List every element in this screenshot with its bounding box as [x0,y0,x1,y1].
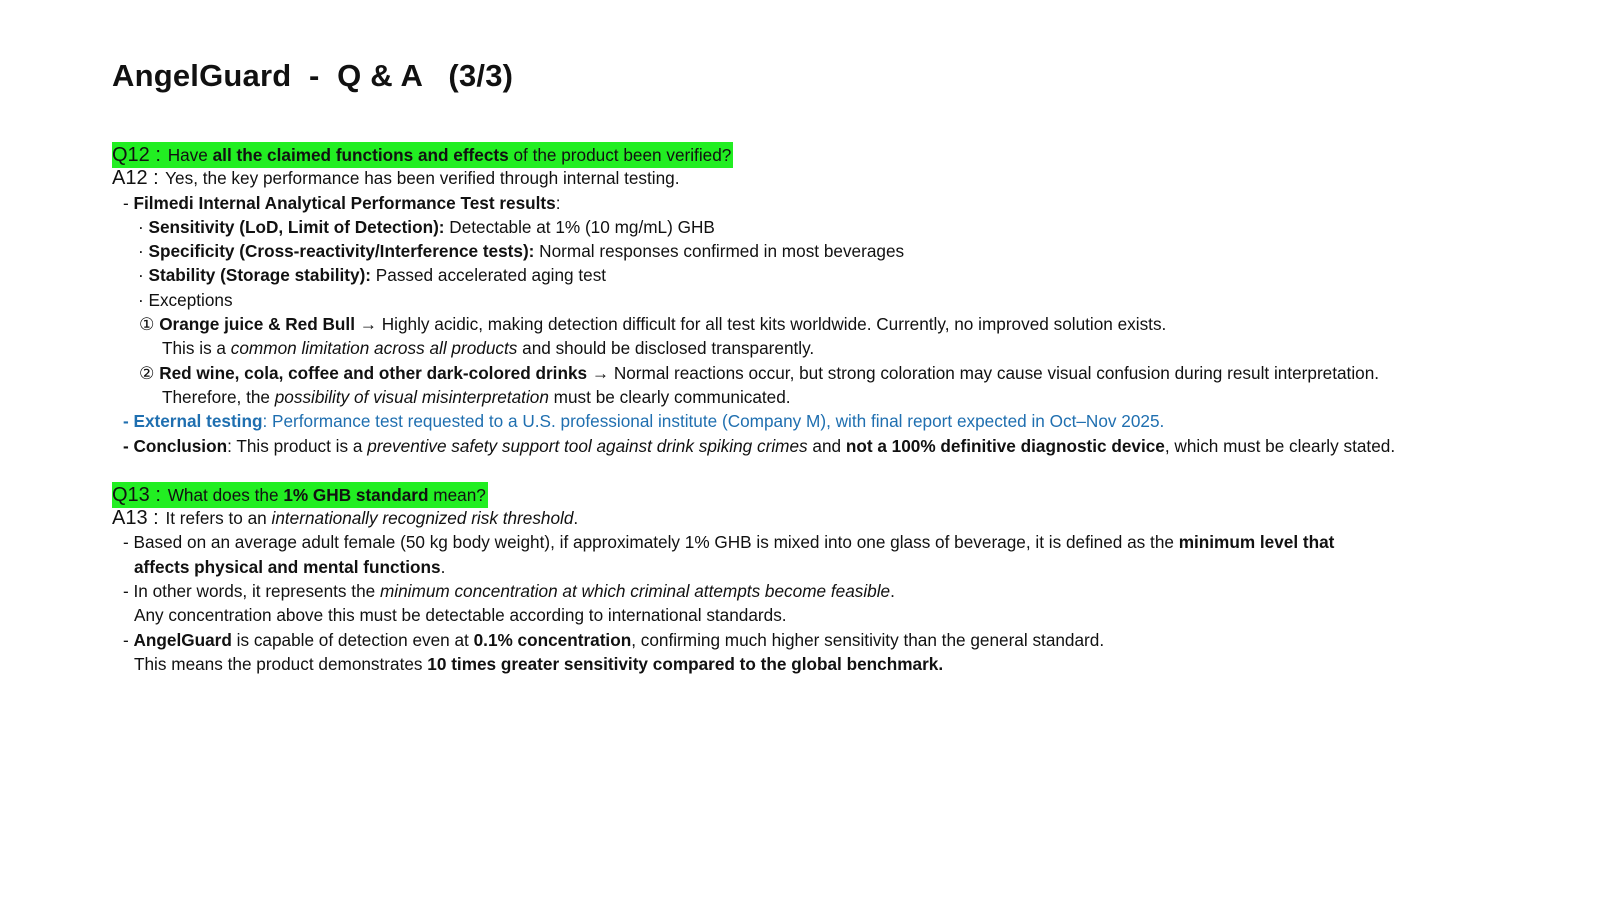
heading-bold: Filmedi Internal Analytical Performance Test results [133,192,556,213]
text: is capable of detection even at [231,629,474,650]
bullet-text: Exceptions [148,289,233,310]
text: This means the product demonstrates [134,653,428,674]
question-label: Q13 : [112,483,161,506]
dash: - [123,532,134,553]
external-testing [112,409,1592,433]
question-text: What does the [162,484,284,505]
text: . [573,508,579,529]
text: , confirming much higher sensitivity than the general standard. [631,629,1105,650]
answer-text: Yes, the key performance has been verified through internal testing. [160,168,680,189]
arrow-right-icon: → [354,314,382,335]
exception-continuation [112,336,1592,360]
bold-text: AngelGuard [133,629,232,650]
bold-text: 0.1% concentration [473,629,632,650]
exception-item [112,312,1592,336]
question-q12 [112,142,1592,166]
dash: - [123,435,134,456]
text: Based on an average adult female (50 kg body weight), if approximately 1% GHB is mixed into one glass of beverage, it is defined as the [133,532,1179,553]
page-title: AngelGuard - Q & A (3/3) [112,58,514,93]
answer-point-continuation [112,652,1592,676]
italic-text: possibility of visual misinterpretation [274,386,549,407]
question-highlight [112,482,488,508]
italic-text: common limitation across all products [230,338,518,359]
answer-a12 [112,166,1592,190]
question-label: Q12 : [112,144,161,166]
internal-test-heading [112,191,1592,215]
exception-continuation [112,385,1592,409]
question-text: mean? [428,484,486,505]
bullet-item [112,239,1592,263]
exception-item [112,361,1592,385]
text: This is a [162,338,231,359]
question-q13 [112,482,1592,506]
bullet-label: Specificity (Cross-reactivity/Interference tests): [148,241,535,262]
bullet-dot: · [138,216,149,237]
qa-content [112,142,1592,676]
text: must be clearly communicated. [548,386,791,407]
italic-text: minimum concentration at which criminal attempts become feasible [379,581,891,602]
text: and should be disclosed transparently. [517,338,815,359]
answer-text: It refers to an [160,508,272,529]
exception-label: Orange juice & Red Bull [159,314,355,335]
question-text: Have [162,145,213,165]
question-text: of the product been verified? [508,145,732,165]
bold-text: affects physical and mental functions [134,556,441,577]
dash: - [123,192,134,213]
exception-text: Highly acidic, making detection difficult for all test kits worldwide. Currently, no improved solution exists. [381,314,1167,335]
question-text-bold: all the claimed functions and effects [212,145,509,165]
question-text-bold: 1% GHB standard [283,484,429,505]
text: . [890,581,895,602]
bullet-label: Stability (Storage stability): [148,265,372,286]
dash: - [123,629,134,650]
circled-number-2-icon: ② [139,362,160,383]
text: Therefore, the [162,386,275,407]
bullet-dot: · [138,241,149,262]
colon: : [555,192,561,213]
bullet-item [112,263,1592,287]
answer-point [112,628,1592,652]
answer-point [112,579,1592,603]
circled-number-1-icon: ① [139,314,160,335]
bullet-text: Detectable at 1% (10 mg/mL) GHB [444,216,715,237]
conclusion [112,434,1592,458]
bullet-text: Normal responses confirmed in most beverages [534,241,905,262]
arrow-right-icon: → [587,362,614,383]
external-testing-label: External testing [133,411,263,432]
exception-label: Red wine, cola, coffee and other dark-colored drinks [159,362,588,383]
italic-text: preventive safety support tool against drink spiking crimes [367,435,808,456]
text: Any concentration above this must be detectable according to international standards. [134,605,787,626]
bullet-item [112,288,1592,312]
answer-label: A13 : [112,507,159,530]
bullet-item [112,215,1592,239]
bold-text: minimum level that [1178,532,1335,553]
bullet-dot: · [138,289,149,310]
bullet-label: Sensitivity (LoD, Limit of Detection): [148,216,445,237]
answer-point-continuation [112,603,1592,627]
text: : This product is a [227,435,368,456]
text: . [440,556,446,577]
dash: - [123,411,134,432]
answer-label: A12 : [112,167,159,190]
dash: - [123,581,134,602]
question-highlight [112,142,733,168]
text: and [807,435,846,456]
bullet-text: Passed accelerated aging test [371,265,607,286]
italic-text: internationally recognized risk threshold [271,508,574,529]
text: , which must be clearly stated. [1164,435,1396,456]
answer-a13 [112,506,1592,530]
external-testing-text: : Performance test requested to a U.S. professional institute (Company M), with final report expected in Oct–Nov 2025. [262,411,1165,432]
spacer [112,458,1592,482]
bold-text: 10 times greater sensitivity compared to the global benchmark. [427,653,944,674]
answer-point-continuation [112,555,1592,579]
answer-point [112,530,1592,554]
text: In other words, it represents the [133,581,380,602]
bold-text: not a 100% definitive diagnostic device [845,435,1165,456]
conclusion-label: Conclusion [133,435,228,456]
exception-text: Normal reactions occur, but strong coloration may cause visual confusion during result interpretation. [613,362,1380,383]
bullet-dot: · [138,265,149,286]
